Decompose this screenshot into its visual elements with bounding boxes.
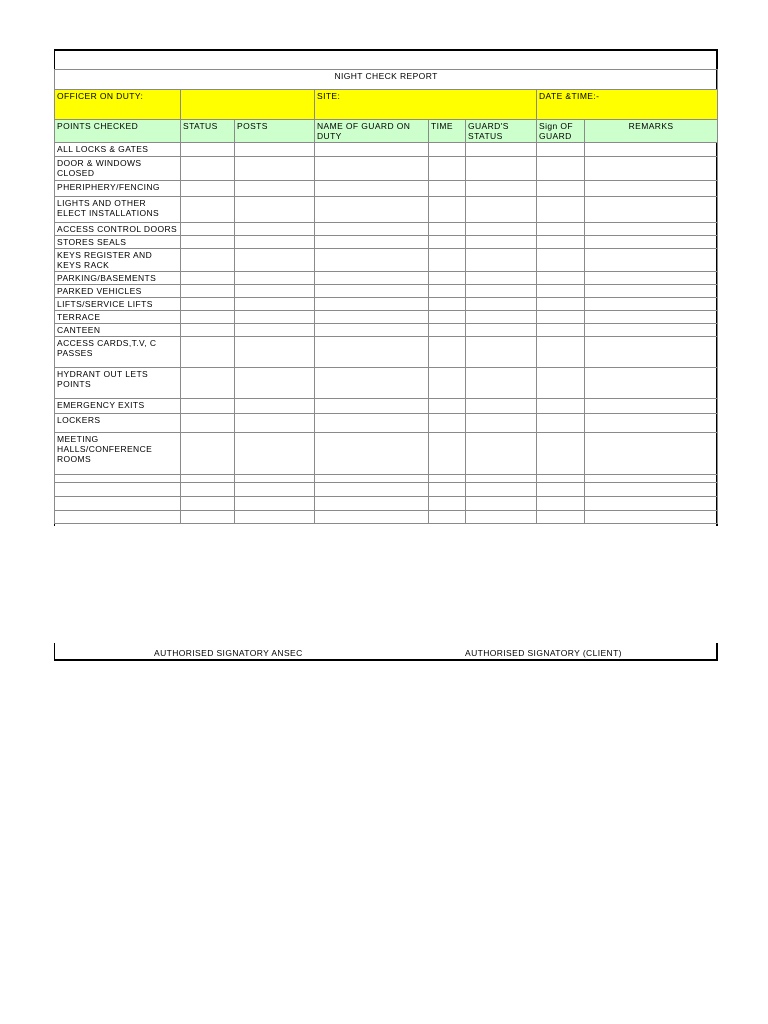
entry-cell[interactable] bbox=[235, 475, 315, 483]
signatory-client: AUTHORISED SIGNATORY (CLIENT) bbox=[465, 648, 622, 658]
entry-cell[interactable] bbox=[585, 143, 718, 157]
entry-cell[interactable] bbox=[466, 298, 537, 311]
entry-cell[interactable] bbox=[181, 399, 235, 414]
entry-cell[interactable] bbox=[429, 475, 466, 483]
entry-cell[interactable] bbox=[537, 497, 585, 511]
entry-cell[interactable] bbox=[429, 249, 466, 272]
checklist-row bbox=[55, 368, 718, 399]
entry-cell[interactable] bbox=[235, 249, 315, 272]
entry-cell[interactable] bbox=[315, 197, 429, 223]
point-checked-cell: PARKING/BASEMENTS bbox=[55, 272, 181, 285]
entry-cell[interactable] bbox=[429, 157, 466, 181]
entry-cell[interactable] bbox=[537, 368, 585, 399]
officer-on-duty-field[interactable] bbox=[181, 90, 315, 120]
checklist-row bbox=[55, 236, 718, 249]
point-checked-cell bbox=[55, 483, 181, 497]
entry-cell[interactable] bbox=[585, 236, 718, 249]
frame-top-border bbox=[54, 49, 716, 51]
checklist-row bbox=[55, 157, 718, 181]
col-header-sign-of-guard: Sign OF GUARD bbox=[537, 120, 585, 143]
checklist-row bbox=[55, 324, 718, 337]
col-header-guard-name: NAME OF GUARD ON DUTY bbox=[315, 120, 429, 143]
entry-cell[interactable] bbox=[235, 143, 315, 157]
entry-cell[interactable] bbox=[181, 497, 235, 511]
checklist-row bbox=[55, 223, 718, 236]
entry-cell[interactable] bbox=[315, 298, 429, 311]
entry-cell[interactable] bbox=[466, 143, 537, 157]
entry-cell[interactable] bbox=[466, 249, 537, 272]
entry-cell[interactable] bbox=[429, 143, 466, 157]
entry-cell[interactable] bbox=[466, 285, 537, 298]
entry-cell[interactable] bbox=[466, 311, 537, 324]
entry-cell[interactable] bbox=[585, 511, 718, 524]
entry-cell[interactable] bbox=[315, 368, 429, 399]
entry-cell[interactable] bbox=[181, 511, 235, 524]
entry-cell[interactable] bbox=[537, 483, 585, 497]
entry-cell[interactable] bbox=[585, 311, 718, 324]
entry-cell[interactable] bbox=[537, 143, 585, 157]
entry-cell[interactable] bbox=[466, 337, 537, 368]
entry-cell[interactable] bbox=[429, 236, 466, 249]
point-checked-cell bbox=[55, 511, 181, 524]
entry-cell[interactable] bbox=[181, 337, 235, 368]
entry-cell[interactable] bbox=[537, 272, 585, 285]
entry-cell[interactable] bbox=[235, 368, 315, 399]
entry-cell[interactable] bbox=[585, 399, 718, 414]
entry-cell[interactable] bbox=[235, 324, 315, 337]
entry-cell[interactable] bbox=[429, 497, 466, 511]
entry-cell[interactable] bbox=[429, 483, 466, 497]
entry-cell[interactable] bbox=[466, 399, 537, 414]
point-checked-cell bbox=[55, 497, 181, 511]
entry-cell[interactable] bbox=[585, 483, 718, 497]
entry-cell[interactable] bbox=[429, 399, 466, 414]
point-checked-cell: STORES SEALS bbox=[55, 236, 181, 249]
entry-cell[interactable] bbox=[181, 414, 235, 433]
entry-cell[interactable] bbox=[466, 414, 537, 433]
entry-cell[interactable] bbox=[181, 181, 235, 197]
entry-cell[interactable] bbox=[235, 311, 315, 324]
entry-cell[interactable] bbox=[429, 285, 466, 298]
entry-cell[interactable] bbox=[585, 368, 718, 399]
entry-cell[interactable] bbox=[315, 157, 429, 181]
entry-cell[interactable] bbox=[429, 368, 466, 399]
checklist-row bbox=[55, 272, 718, 285]
point-checked-cell: LOCKERS bbox=[55, 414, 181, 433]
entry-cell[interactable] bbox=[585, 337, 718, 368]
entry-cell[interactable] bbox=[181, 324, 235, 337]
night-check-table bbox=[54, 69, 718, 524]
entry-cell[interactable] bbox=[181, 298, 235, 311]
point-checked-cell: ACCESS CONTROL DOORS bbox=[55, 223, 181, 236]
point-checked-cell: PARKED VEHICLES bbox=[55, 285, 181, 298]
entry-cell[interactable] bbox=[537, 298, 585, 311]
entry-cell[interactable] bbox=[466, 223, 537, 236]
entry-cell[interactable] bbox=[315, 181, 429, 197]
entry-cell[interactable] bbox=[235, 511, 315, 524]
entry-cell[interactable] bbox=[181, 143, 235, 157]
entry-cell[interactable] bbox=[585, 475, 718, 483]
entry-cell[interactable] bbox=[585, 497, 718, 511]
point-checked-cell bbox=[55, 475, 181, 483]
entry-cell[interactable] bbox=[466, 272, 537, 285]
entry-cell[interactable] bbox=[181, 249, 235, 272]
entry-cell[interactable] bbox=[466, 236, 537, 249]
signatory-ansec: AUTHORISED SIGNATORY ANSEC bbox=[154, 648, 303, 658]
checklist-row bbox=[55, 311, 718, 324]
entry-cell[interactable] bbox=[235, 298, 315, 311]
checklist-row bbox=[55, 143, 718, 157]
checklist-row bbox=[55, 249, 718, 272]
entry-cell[interactable] bbox=[315, 324, 429, 337]
entry-cell[interactable] bbox=[315, 143, 429, 157]
entry-cell[interactable] bbox=[181, 475, 235, 483]
checklist-row bbox=[55, 497, 718, 511]
checklist-row bbox=[55, 399, 718, 414]
entry-cell[interactable] bbox=[585, 272, 718, 285]
point-checked-cell: MEETING HALLS/CONFERENCE ROOMS bbox=[55, 433, 181, 475]
entry-cell[interactable] bbox=[537, 433, 585, 475]
entry-cell[interactable] bbox=[235, 272, 315, 285]
entry-cell[interactable] bbox=[585, 249, 718, 272]
entry-cell[interactable] bbox=[235, 197, 315, 223]
entry-cell[interactable] bbox=[181, 236, 235, 249]
entry-cell[interactable] bbox=[315, 236, 429, 249]
point-checked-cell: ACCESS CARDS,T.V, C PASSES bbox=[55, 337, 181, 368]
entry-cell[interactable] bbox=[585, 414, 718, 433]
entry-cell[interactable] bbox=[181, 311, 235, 324]
point-checked-cell: CANTEEN bbox=[55, 324, 181, 337]
entry-cell[interactable] bbox=[429, 311, 466, 324]
entry-cell[interactable] bbox=[181, 483, 235, 497]
point-checked-cell: HYDRANT OUT LETS POINTS bbox=[55, 368, 181, 399]
entry-cell[interactable] bbox=[537, 157, 585, 181]
col-header-guard-status: GUARD'S STATUS bbox=[466, 120, 537, 143]
entry-cell[interactable] bbox=[235, 497, 315, 511]
report-sheet bbox=[54, 49, 718, 661]
point-checked-cell: LIFTS/SERVICE LIFTS bbox=[55, 298, 181, 311]
entry-cell[interactable] bbox=[235, 337, 315, 368]
entry-cell[interactable] bbox=[537, 324, 585, 337]
entry-cell[interactable] bbox=[585, 181, 718, 197]
date-time-label: DATE &TIME:- bbox=[537, 90, 718, 120]
entry-cell[interactable] bbox=[315, 483, 429, 497]
entry-cell[interactable] bbox=[466, 197, 537, 223]
entry-cell[interactable] bbox=[537, 197, 585, 223]
entry-cell[interactable] bbox=[585, 223, 718, 236]
col-header-posts: POSTS bbox=[235, 120, 315, 143]
point-checked-cell: PHERIPHERY/FENCING bbox=[55, 181, 181, 197]
entry-cell[interactable] bbox=[315, 249, 429, 272]
entry-cell[interactable] bbox=[235, 223, 315, 236]
entry-cell[interactable] bbox=[537, 511, 585, 524]
point-checked-cell: EMERGENCY EXITS bbox=[55, 399, 181, 414]
checklist-row bbox=[55, 298, 718, 311]
entry-cell[interactable] bbox=[235, 414, 315, 433]
entry-cell[interactable] bbox=[585, 197, 718, 223]
entry-cell[interactable] bbox=[537, 223, 585, 236]
entry-cell[interactable] bbox=[585, 433, 718, 475]
entry-cell[interactable] bbox=[429, 511, 466, 524]
entry-cell[interactable] bbox=[466, 511, 537, 524]
entry-cell[interactable] bbox=[466, 181, 537, 197]
point-checked-cell: KEYS REGISTER AND KEYS RACK bbox=[55, 249, 181, 272]
entry-cell[interactable] bbox=[466, 324, 537, 337]
entry-cell[interactable] bbox=[466, 497, 537, 511]
entry-cell[interactable] bbox=[466, 433, 537, 475]
entry-cell[interactable] bbox=[235, 285, 315, 298]
entry-cell[interactable] bbox=[181, 368, 235, 399]
checklist-row bbox=[55, 414, 718, 433]
entry-cell[interactable] bbox=[429, 337, 466, 368]
entry-cell[interactable] bbox=[537, 399, 585, 414]
col-header-points-checked: POINTS CHECKED bbox=[55, 120, 181, 143]
entry-cell[interactable] bbox=[429, 181, 466, 197]
entry-cell[interactable] bbox=[537, 414, 585, 433]
site-label: SITE: bbox=[315, 90, 537, 120]
entry-cell[interactable] bbox=[466, 483, 537, 497]
point-checked-cell: ALL LOCKS & GATES bbox=[55, 143, 181, 157]
point-checked-cell: LIGHTS AND OTHER ELECT INSTALLATIONS bbox=[55, 197, 181, 223]
col-header-status: STATUS bbox=[181, 120, 235, 143]
entry-cell[interactable] bbox=[585, 324, 718, 337]
entry-cell[interactable] bbox=[181, 157, 235, 181]
entry-cell[interactable] bbox=[429, 414, 466, 433]
checklist-row bbox=[55, 433, 718, 475]
checklist-row bbox=[55, 475, 718, 483]
entry-cell[interactable] bbox=[585, 298, 718, 311]
entry-cell[interactable] bbox=[315, 272, 429, 285]
checklist-row bbox=[55, 337, 718, 368]
checklist-row bbox=[55, 197, 718, 223]
entry-cell[interactable] bbox=[181, 197, 235, 223]
entry-cell[interactable] bbox=[429, 324, 466, 337]
frame-bottom-border bbox=[54, 659, 718, 661]
entry-cell[interactable] bbox=[429, 223, 466, 236]
checklist-row bbox=[55, 285, 718, 298]
entry-cell[interactable] bbox=[315, 223, 429, 236]
entry-cell[interactable] bbox=[315, 399, 429, 414]
point-checked-cell: DOOR & WINDOWS CLOSED bbox=[55, 157, 181, 181]
entry-cell[interactable] bbox=[429, 298, 466, 311]
entry-cell[interactable] bbox=[315, 311, 429, 324]
entry-cell[interactable] bbox=[181, 223, 235, 236]
entry-cell[interactable] bbox=[235, 399, 315, 414]
entry-cell[interactable] bbox=[181, 433, 235, 475]
officer-on-duty-label: OFFICER ON DUTY: bbox=[55, 90, 181, 120]
entry-cell[interactable] bbox=[537, 337, 585, 368]
entry-cell[interactable] bbox=[315, 337, 429, 368]
entry-cell[interactable] bbox=[315, 414, 429, 433]
entry-cell[interactable] bbox=[585, 285, 718, 298]
entry-cell[interactable] bbox=[537, 475, 585, 483]
entry-cell[interactable] bbox=[585, 157, 718, 181]
entry-cell[interactable] bbox=[181, 272, 235, 285]
entry-cell[interactable] bbox=[429, 433, 466, 475]
entry-cell[interactable] bbox=[315, 497, 429, 511]
checklist-row bbox=[55, 181, 718, 197]
entry-cell[interactable] bbox=[429, 197, 466, 223]
report-title: NIGHT CHECK REPORT bbox=[55, 70, 718, 90]
entry-cell[interactable] bbox=[315, 511, 429, 524]
checklist-row bbox=[55, 483, 718, 497]
entry-cell[interactable] bbox=[537, 249, 585, 272]
entry-cell[interactable] bbox=[235, 433, 315, 475]
entry-cell[interactable] bbox=[537, 311, 585, 324]
entry-cell[interactable] bbox=[235, 157, 315, 181]
entry-cell[interactable] bbox=[537, 236, 585, 249]
entry-cell[interactable] bbox=[429, 272, 466, 285]
entry-cell[interactable] bbox=[181, 285, 235, 298]
entry-cell[interactable] bbox=[235, 181, 315, 197]
entry-cell[interactable] bbox=[466, 368, 537, 399]
entry-cell[interactable] bbox=[466, 475, 537, 483]
entry-cell[interactable] bbox=[537, 285, 585, 298]
entry-cell[interactable] bbox=[315, 433, 429, 475]
entry-cell[interactable] bbox=[315, 285, 429, 298]
entry-cell[interactable] bbox=[315, 475, 429, 483]
entry-cell[interactable] bbox=[466, 157, 537, 181]
entry-cell[interactable] bbox=[235, 236, 315, 249]
col-header-remarks: REMARKS bbox=[585, 120, 718, 143]
checklist-row bbox=[55, 511, 718, 524]
entry-cell[interactable] bbox=[537, 181, 585, 197]
point-checked-cell: TERRACE bbox=[55, 311, 181, 324]
entry-cell[interactable] bbox=[235, 483, 315, 497]
col-header-time: TIME bbox=[429, 120, 466, 143]
